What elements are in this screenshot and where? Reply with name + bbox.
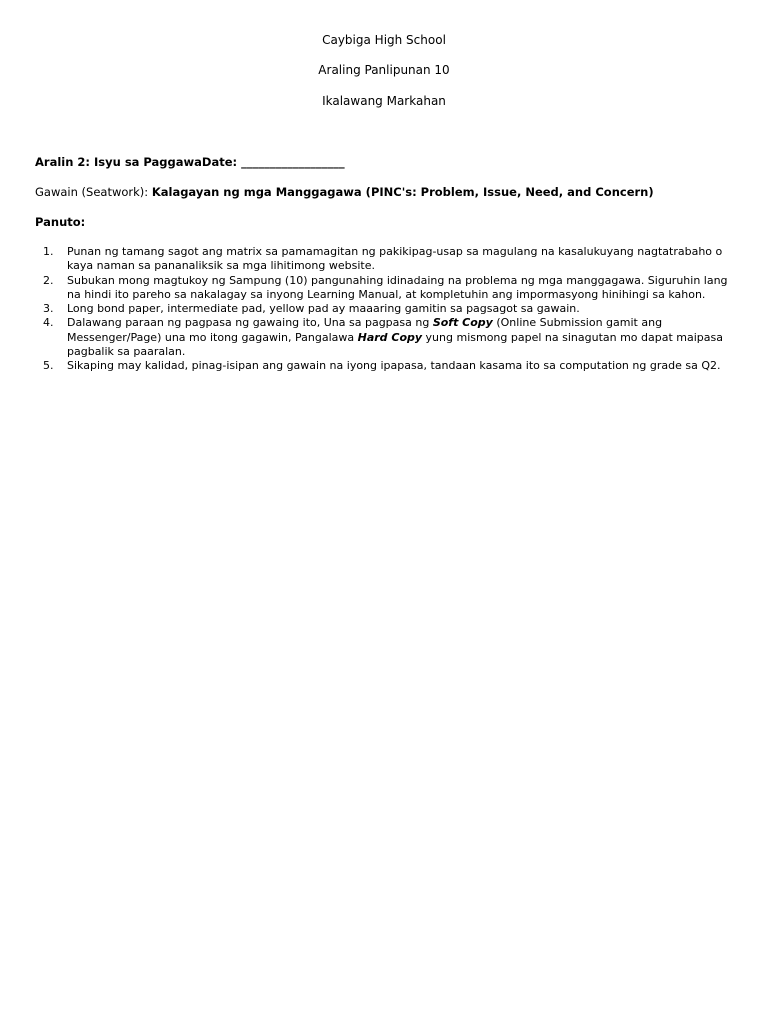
quarter-name: Ikalawang Markahan: [322, 94, 446, 108]
list-item: [35, 359, 735, 373]
hard-copy-emphasis: Hard Copy: [357, 330, 423, 344]
instructions-label: Panuto:: [35, 215, 86, 229]
list-item-text-part: (Online Submission gamit ang Messenger/Page) una mo itong gagawin, Pangalawa: [67, 316, 663, 344]
list-item-number: 2.: [43, 273, 54, 287]
activity-prefix: Gawain (Seatwork):: [35, 185, 152, 199]
list-item-text-part: yung mismong papel na sinagutan mo dapat maipasa pagbalik sa paaralan.: [67, 330, 723, 359]
list-item-number: 3.: [43, 302, 54, 316]
list-item-text-part: Dalawang paraan ng pagpasa ng gawaing ito, Una sa pagpasa ng: [67, 316, 433, 330]
list-item: [35, 274, 735, 303]
list-item-text: Sikaping may kalidad, pinag-isipan ang gawain na iyong ipapasa, tandaan kasama ito sa computation ng grade sa Q2.: [67, 359, 721, 373]
list-item-text: [67, 316, 723, 358]
subject-name: Araling Panlipunan 10: [318, 63, 450, 77]
list-item-number: 1.: [43, 245, 54, 258]
list-item-number: 4.: [43, 316, 54, 330]
lesson-title: Aralin 2: Isyu sa PaggawaDate: __________________: [35, 155, 345, 169]
list-item: [35, 245, 735, 274]
list-item-text: Punan ng tamang sagot ang matrix sa pamamagitan ng pakikipag-usap sa magulang na kasalukuyang nagtatrabaho o kaya naman sa pananaliksik sa mga lihitimong website.: [67, 245, 723, 273]
activity-line: [35, 185, 654, 199]
list-item-text: Long bond paper, intermediate pad, yellow pad ay maaaring gamitin sa pagsagot sa gawain.: [67, 302, 580, 316]
soft-copy-emphasis: Soft Copy: [432, 316, 493, 330]
list-item: [35, 316, 735, 359]
list-item-text: Subukan mong magtukoy ng Sampung (10) pangunahing idinadaing na problema ng mga manggagawa. Siguruhin lang na hindi ito pareho sa nakalagay sa inyong Learning Manual, at kompletuhin ang impormasyong hinihingi sa kahon.: [67, 273, 728, 301]
school-name: Caybiga High School: [322, 33, 446, 47]
list-item: [35, 302, 735, 316]
list-item-number: 5.: [43, 359, 54, 373]
instructions-list: [35, 245, 735, 374]
activity-title: Kalagayan ng mga Manggagawa (PINC's: Problem, Issue, Need, and Concern): [151, 185, 654, 199]
